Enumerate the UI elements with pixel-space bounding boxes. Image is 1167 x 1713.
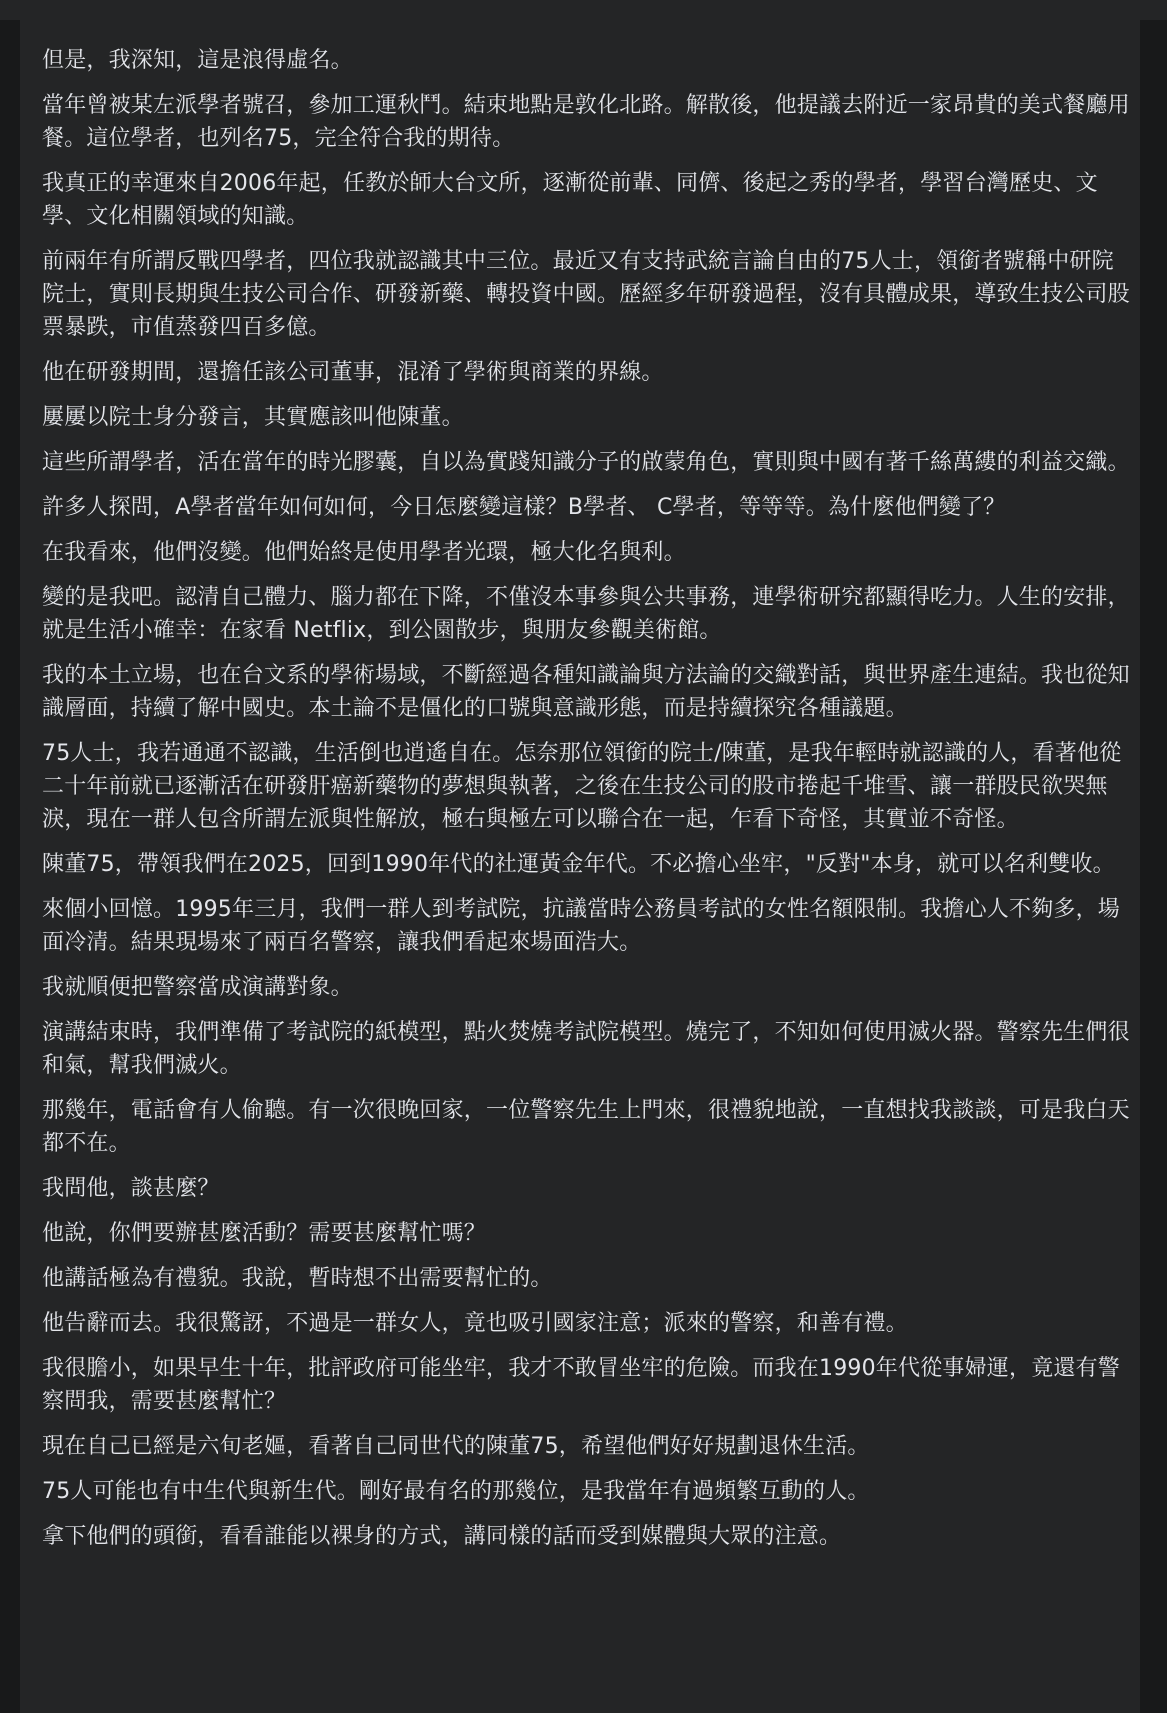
- paragraph: 他在研發期間，還擔任該公司董事，混淆了學術與商業的界線。: [42, 360, 664, 385]
- paragraph: 現在自己已經是六旬老嫗，看著自己同世代的陳董75，希望他們好好規劃退休生活。: [42, 1434, 870, 1459]
- paragraph: 他說，你們要辦甚麼活動？需要甚麼幫忙嗎？: [42, 1221, 487, 1246]
- paragraph: 但是，我深知，這是浪得虛名。: [42, 48, 353, 73]
- paragraph: 我問他，談甚麼？: [42, 1176, 220, 1201]
- paragraph: 陳董75，帶領我們在2025，回到1990年代的社運黃金年代。不必擔心坐牢，"反對"本身，就可以名利雙收。: [42, 852, 1115, 877]
- paragraph: 我的本土立場，也在台文系的學術場域，不斷經過各種知識論與方法論的交織對話，與世界產生連結。我也從知識層面，持續了解中國史。本土論不是僵化的口號與意識形態，而是持續探究各種議題。: [42, 663, 1130, 721]
- paragraph: 那幾年，電話會有人偷聽。有一次很晚回家，一位警察先生上門來，很禮貌地說，一直想找我談談，可是我白天都不在。: [42, 1098, 1130, 1156]
- paragraph: 這些所謂學者，活在當年的時光膠囊，自以為實踐知識分子的啟蒙角色，實則與中國有著千絲萬縷的利益交織。: [42, 450, 1130, 475]
- paragraph: 我就順便把警察當成演講對象。: [42, 975, 353, 1000]
- scroll-rail: [1140, 20, 1167, 1713]
- paragraph: 許多人探問，A學者當年如何如何，今日怎麼變這樣？B學者、 C學者，等等等。為什麼他們變了？: [42, 495, 1006, 520]
- post-card: [20, 20, 1140, 1713]
- paragraph: 屢屢以院士身分發言，其實應該叫他陳董。: [42, 405, 464, 430]
- paragraph: 當年曾被某左派學者號召，參加工運秋鬥。結束地點是敦化北路。解散後，他提議去附近一家昂貴的美式餐廳用餐。這位學者，也列名75，完全符合我的期待。: [42, 93, 1130, 151]
- paragraph: 來個小回憶。1995年三月，我們一群人到考試院，抗議當時公務員考試的女性名額限制。我擔心人不夠多，場面冷清。結果現場來了兩百名警察，讓我們看起來場面浩大。: [42, 897, 1120, 955]
- paragraph: 他講話極為有禮貌。我說，暫時想不出需要幫忙的。: [42, 1266, 553, 1291]
- paragraph: 前兩年有所謂反戰四學者，四位我就認識其中三位。最近又有支持武統言論自由的75人士，領銜者號稱中研院院士，實則長期與生技公司合作、研發新藥、轉投資中國。歷經多年研發過程，沒有具體成果，導致生技公司股票暴跌，市值蒸發四百多億。: [42, 249, 1130, 340]
- paragraph: 我真正的幸運來自2006年起，任教於師大台文所，逐漸從前輩、同儕、後起之秀的學者，學習台灣歷史、文學、文化相關領域的知識。: [42, 171, 1098, 229]
- post-body: [42, 44, 1132, 1565]
- paragraph: 75人士，我若通通不認識，生活倒也逍遙自在。怎奈那位領銜的院士/陳董，是我年輕時就認識的人，看著他從二十年前就已逐漸活在研發肝癌新藥物的夢想與執著，之後在生技公司的股市捲起千堆雪、讓一群股民欲哭無淚，現在一群人包含所謂左派與性解放，極右與極左可以聯合在一起，乍看下奇怪，其實並不奇怪。: [42, 741, 1122, 832]
- paragraph: 75人可能也有中生代與新生代。剛好最有名的那幾位，是我當年有過頻繁互動的人。: [42, 1479, 870, 1504]
- paragraph: 拿下他們的頭銜，看看誰能以裸身的方式，講同樣的話而受到媒體與大眾的注意。: [42, 1524, 842, 1549]
- paragraph: 在我看來，他們沒變。他們始終是使用學者光環，極大化名與利。: [42, 540, 686, 565]
- paragraph: 變的是我吧。認清自己體力、腦力都在下降，不僅沒本事參與公共事務，連學術研究都顯得吃力。人生的安排，就是生活小確幸：在家看 Netflix，到公園散步，與朋友參觀美術館。: [42, 585, 1130, 643]
- top-bar: [0, 0, 1167, 20]
- paragraph: 他告辭而去。我很驚訝，不過是一群女人，竟也吸引國家注意；派來的警察，和善有禮。: [42, 1311, 908, 1336]
- paragraph: 我很膽小，如果早生十年，批評政府可能坐牢，我才不敢冒坐牢的危險。而我在1990年代從事婦運，竟還有警察問我，需要甚麼幫忙？: [42, 1356, 1120, 1414]
- paragraph: 演講結束時，我們準備了考試院的紙模型，點火焚燒考試院模型。燒完了，不知如何使用滅火器。警察先生們很和氣，幫我們滅火。: [42, 1020, 1130, 1078]
